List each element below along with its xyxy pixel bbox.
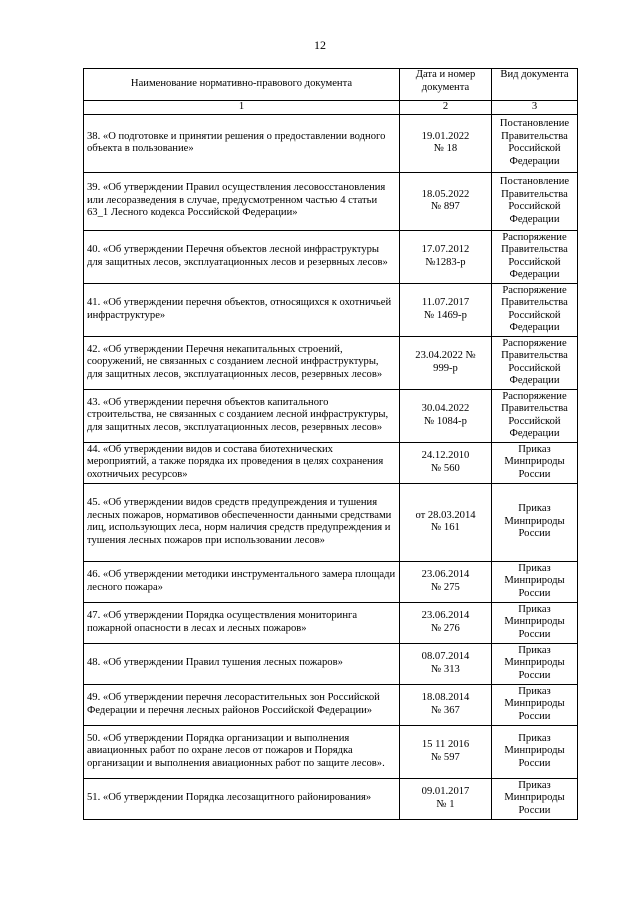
type-line: Распоряжение <box>502 284 567 296</box>
document-type <box>492 602 578 643</box>
date-line: 18.08.2014 <box>421 692 470 703</box>
type-line: России <box>518 710 551 722</box>
date-line: 23.04.2022 № <box>415 350 476 361</box>
type-line: Распоряжение <box>502 337 567 349</box>
document-name: 51. «Об утверждении Порядка лесозащитного районирования» <box>84 778 400 819</box>
table-row <box>84 389 578 442</box>
document-name: 46. «Об утверждении методики инструментального замера площади лесного пожара» <box>84 561 400 602</box>
type-line: Российской <box>508 362 561 374</box>
column-number: 2 <box>400 101 492 115</box>
document-date-number <box>400 230 492 283</box>
date-line: 23.06.2014 <box>421 569 470 580</box>
type-line: Российской <box>508 201 561 212</box>
table-row <box>84 602 578 643</box>
document-date-number <box>400 684 492 725</box>
document-type <box>492 114 578 172</box>
type-line: России <box>518 628 551 640</box>
type-line: Приказ <box>518 644 551 656</box>
document-name: 40. «Об утверждении Перечня объектов лесной инфраструктуры для защитных лесов, эксплуатационных лесов и резервных лесов» <box>84 230 400 283</box>
type-line: Приказ <box>518 603 551 615</box>
document-name: 49. «Об утверждении перечня лесорастительных зон Российской Федерации и перечня лесных районов Российской Федерации» <box>84 684 400 725</box>
type-line: Федерации <box>509 269 560 280</box>
document-name: 42. «Об утверждении Перечня некапитальных строений, сооружений, не связанных с созданием лесной инфраструктуры, для защитных лесов, эксплуатационных лесов, резервных лесов» <box>84 336 400 389</box>
date-line: № 560 <box>431 462 460 474</box>
date-line: № 1 <box>436 798 455 810</box>
type-line: России <box>518 669 551 681</box>
type-line: Российской <box>508 415 561 427</box>
table-row <box>84 230 578 283</box>
document-type <box>492 561 578 602</box>
date-line: 09.01.2017 <box>421 786 470 797</box>
date-line: от 28.03.2014 <box>415 509 476 521</box>
date-line: 18.05.2022 <box>421 188 470 200</box>
document-date-number <box>400 114 492 172</box>
document-type <box>492 778 578 819</box>
date-line: № 1084-р <box>424 415 467 427</box>
page-number: 12 <box>314 38 326 52</box>
type-line: Минприроды <box>504 575 565 587</box>
document-type <box>492 230 578 283</box>
type-line: Приказ <box>518 443 551 455</box>
date-line: 08.07.2014 <box>421 651 470 662</box>
column-number: 3 <box>492 101 578 115</box>
document-name: 44. «Об утверждении видов и состава биотехнических мероприятий, а также порядка их проведения в целях сохранения охотничьих ресурсов» <box>84 442 400 483</box>
type-line: Правительства <box>501 244 568 255</box>
document-name: 41. «Об утверждении перечня объектов, относящихся к охотничьей инфраструктуре» <box>84 283 400 336</box>
type-line: Приказ <box>518 685 551 697</box>
date-line: 17.07.2012 <box>421 244 470 255</box>
date-line: № 275 <box>431 581 460 593</box>
document-name: 43. «Об утверждении перечня объектов капитального строительства, не связанных с созданием лесной инфраструктуры, для защитных лесов, эксплуатационных лесов, резервных лесов» <box>84 389 400 442</box>
date-line: 999-р <box>433 362 458 374</box>
type-line: Федерации <box>509 428 560 439</box>
date-line: 24.12.2010 <box>421 450 470 461</box>
type-line: Минприроды <box>504 657 565 669</box>
date-line: № 897 <box>431 201 460 212</box>
document-date-number <box>400 389 492 442</box>
document-date-number <box>400 602 492 643</box>
type-line: Минприроды <box>504 616 565 628</box>
document-name: 39. «Об утверждении Правил осуществления лесовосстановления или лесоразведения в случае, предусмотренном частью 4 статьи 63_1 Лесного кодекса Российской Федерации» <box>84 172 400 230</box>
type-line: Правительства <box>501 130 568 142</box>
type-line: России <box>518 528 551 540</box>
document-date-number <box>400 336 492 389</box>
document-date-number <box>400 483 492 561</box>
date-line: №1283-р <box>425 256 466 268</box>
document-type <box>492 684 578 725</box>
type-line: Российской <box>508 309 561 321</box>
document-date-number <box>400 725 492 778</box>
table-row <box>84 172 578 230</box>
header-type: Вид документа <box>492 69 578 101</box>
date-line: № 367 <box>431 704 460 716</box>
date-line: № 1469-р <box>424 309 467 321</box>
type-line: Минприроды <box>504 745 565 757</box>
type-line: Российской <box>508 143 561 154</box>
table-row <box>84 114 578 172</box>
table-row <box>84 725 578 778</box>
column-number: 1 <box>84 101 400 115</box>
date-line: 11.07.2017 <box>421 297 470 308</box>
type-line: Приказ <box>518 732 551 744</box>
document-date-number <box>400 442 492 483</box>
table-row <box>84 684 578 725</box>
type-line: Федерации <box>509 322 560 333</box>
document-date-number <box>400 643 492 684</box>
date-line: 30.04.2022 <box>421 403 470 414</box>
document-type <box>492 389 578 442</box>
type-line: Минприроды <box>504 456 565 468</box>
column-numbers-row <box>84 101 578 115</box>
table-row <box>84 283 578 336</box>
type-line: России <box>518 757 551 769</box>
document-type <box>492 172 578 230</box>
document-type <box>492 725 578 778</box>
documents-table <box>83 68 578 820</box>
table-row <box>84 561 578 602</box>
document-name: 38. «О подготовке и принятии решения о предоставлении водного объекта в пользование» <box>84 114 400 172</box>
type-line: Российской <box>508 256 561 268</box>
type-line: Минприроды <box>504 515 565 527</box>
type-line: Постановление <box>499 176 570 187</box>
type-line: России <box>518 587 551 599</box>
date-line: № 276 <box>431 622 460 634</box>
date-line: № 18 <box>433 143 458 154</box>
header-name: Наименование нормативно-правового документа <box>84 69 400 101</box>
table-row <box>84 778 578 819</box>
type-line: Приказ <box>518 779 551 791</box>
type-line: России <box>518 804 551 816</box>
type-line: Федерации <box>509 213 560 225</box>
type-line: Минприроды <box>504 792 565 804</box>
document-name: 48. «Об утверждении Правил тушения лесных пожаров» <box>84 643 400 684</box>
header-date: Дата и номер документа <box>400 69 492 101</box>
type-line: Распоряжение <box>502 231 567 243</box>
type-line: России <box>518 468 551 480</box>
document-name: 50. «Об утверждении Порядка организации и выполнения авиационных работ по охране лесов от пожаров и Порядка организации и выполнения авиационных работ по защите лесов». <box>84 725 400 778</box>
table-header-row <box>84 69 578 101</box>
table-row <box>84 643 578 684</box>
type-line: Федерации <box>509 375 560 386</box>
type-line: Правительства <box>501 188 568 200</box>
document-type <box>492 483 578 561</box>
date-line: № 313 <box>431 663 460 675</box>
document-name: 45. «Об утверждении видов средств предупреждения и тушения лесных пожаров, нормативов обеспеченности данными средствами лиц, использующих леса, норм наличия средств предупреждения и тушения лесных пожаров при использовании лесов» <box>84 483 400 561</box>
table-row <box>84 442 578 483</box>
date-line: 23.06.2014 <box>421 610 470 621</box>
document-type <box>492 442 578 483</box>
date-line: 19.01.2022 <box>421 130 470 142</box>
document-type <box>492 643 578 684</box>
date-line: 15 11 2016 <box>421 739 470 750</box>
type-line: Правительства <box>501 403 568 414</box>
document-date-number <box>400 778 492 819</box>
type-line: Распоряжение <box>502 390 567 402</box>
type-line: Минприроды <box>504 698 565 710</box>
document-date-number <box>400 172 492 230</box>
type-line: Федерации <box>509 155 560 167</box>
type-line: Правительства <box>501 297 568 308</box>
document-type <box>492 336 578 389</box>
document-name: 47. «Об утверждении Порядка осуществления мониторинга пожарной опасности в лесах и лесных пожаров» <box>84 602 400 643</box>
type-line: Правительства <box>501 350 568 361</box>
document-date-number <box>400 561 492 602</box>
date-line: № 161 <box>431 522 460 533</box>
table-row <box>84 336 578 389</box>
type-line: Постановление <box>499 118 570 129</box>
document-date-number <box>400 283 492 336</box>
type-line: Приказ <box>518 503 551 515</box>
table-row <box>84 483 578 561</box>
date-line: № 597 <box>431 751 460 763</box>
document-type <box>492 283 578 336</box>
type-line: Приказ <box>518 562 551 574</box>
